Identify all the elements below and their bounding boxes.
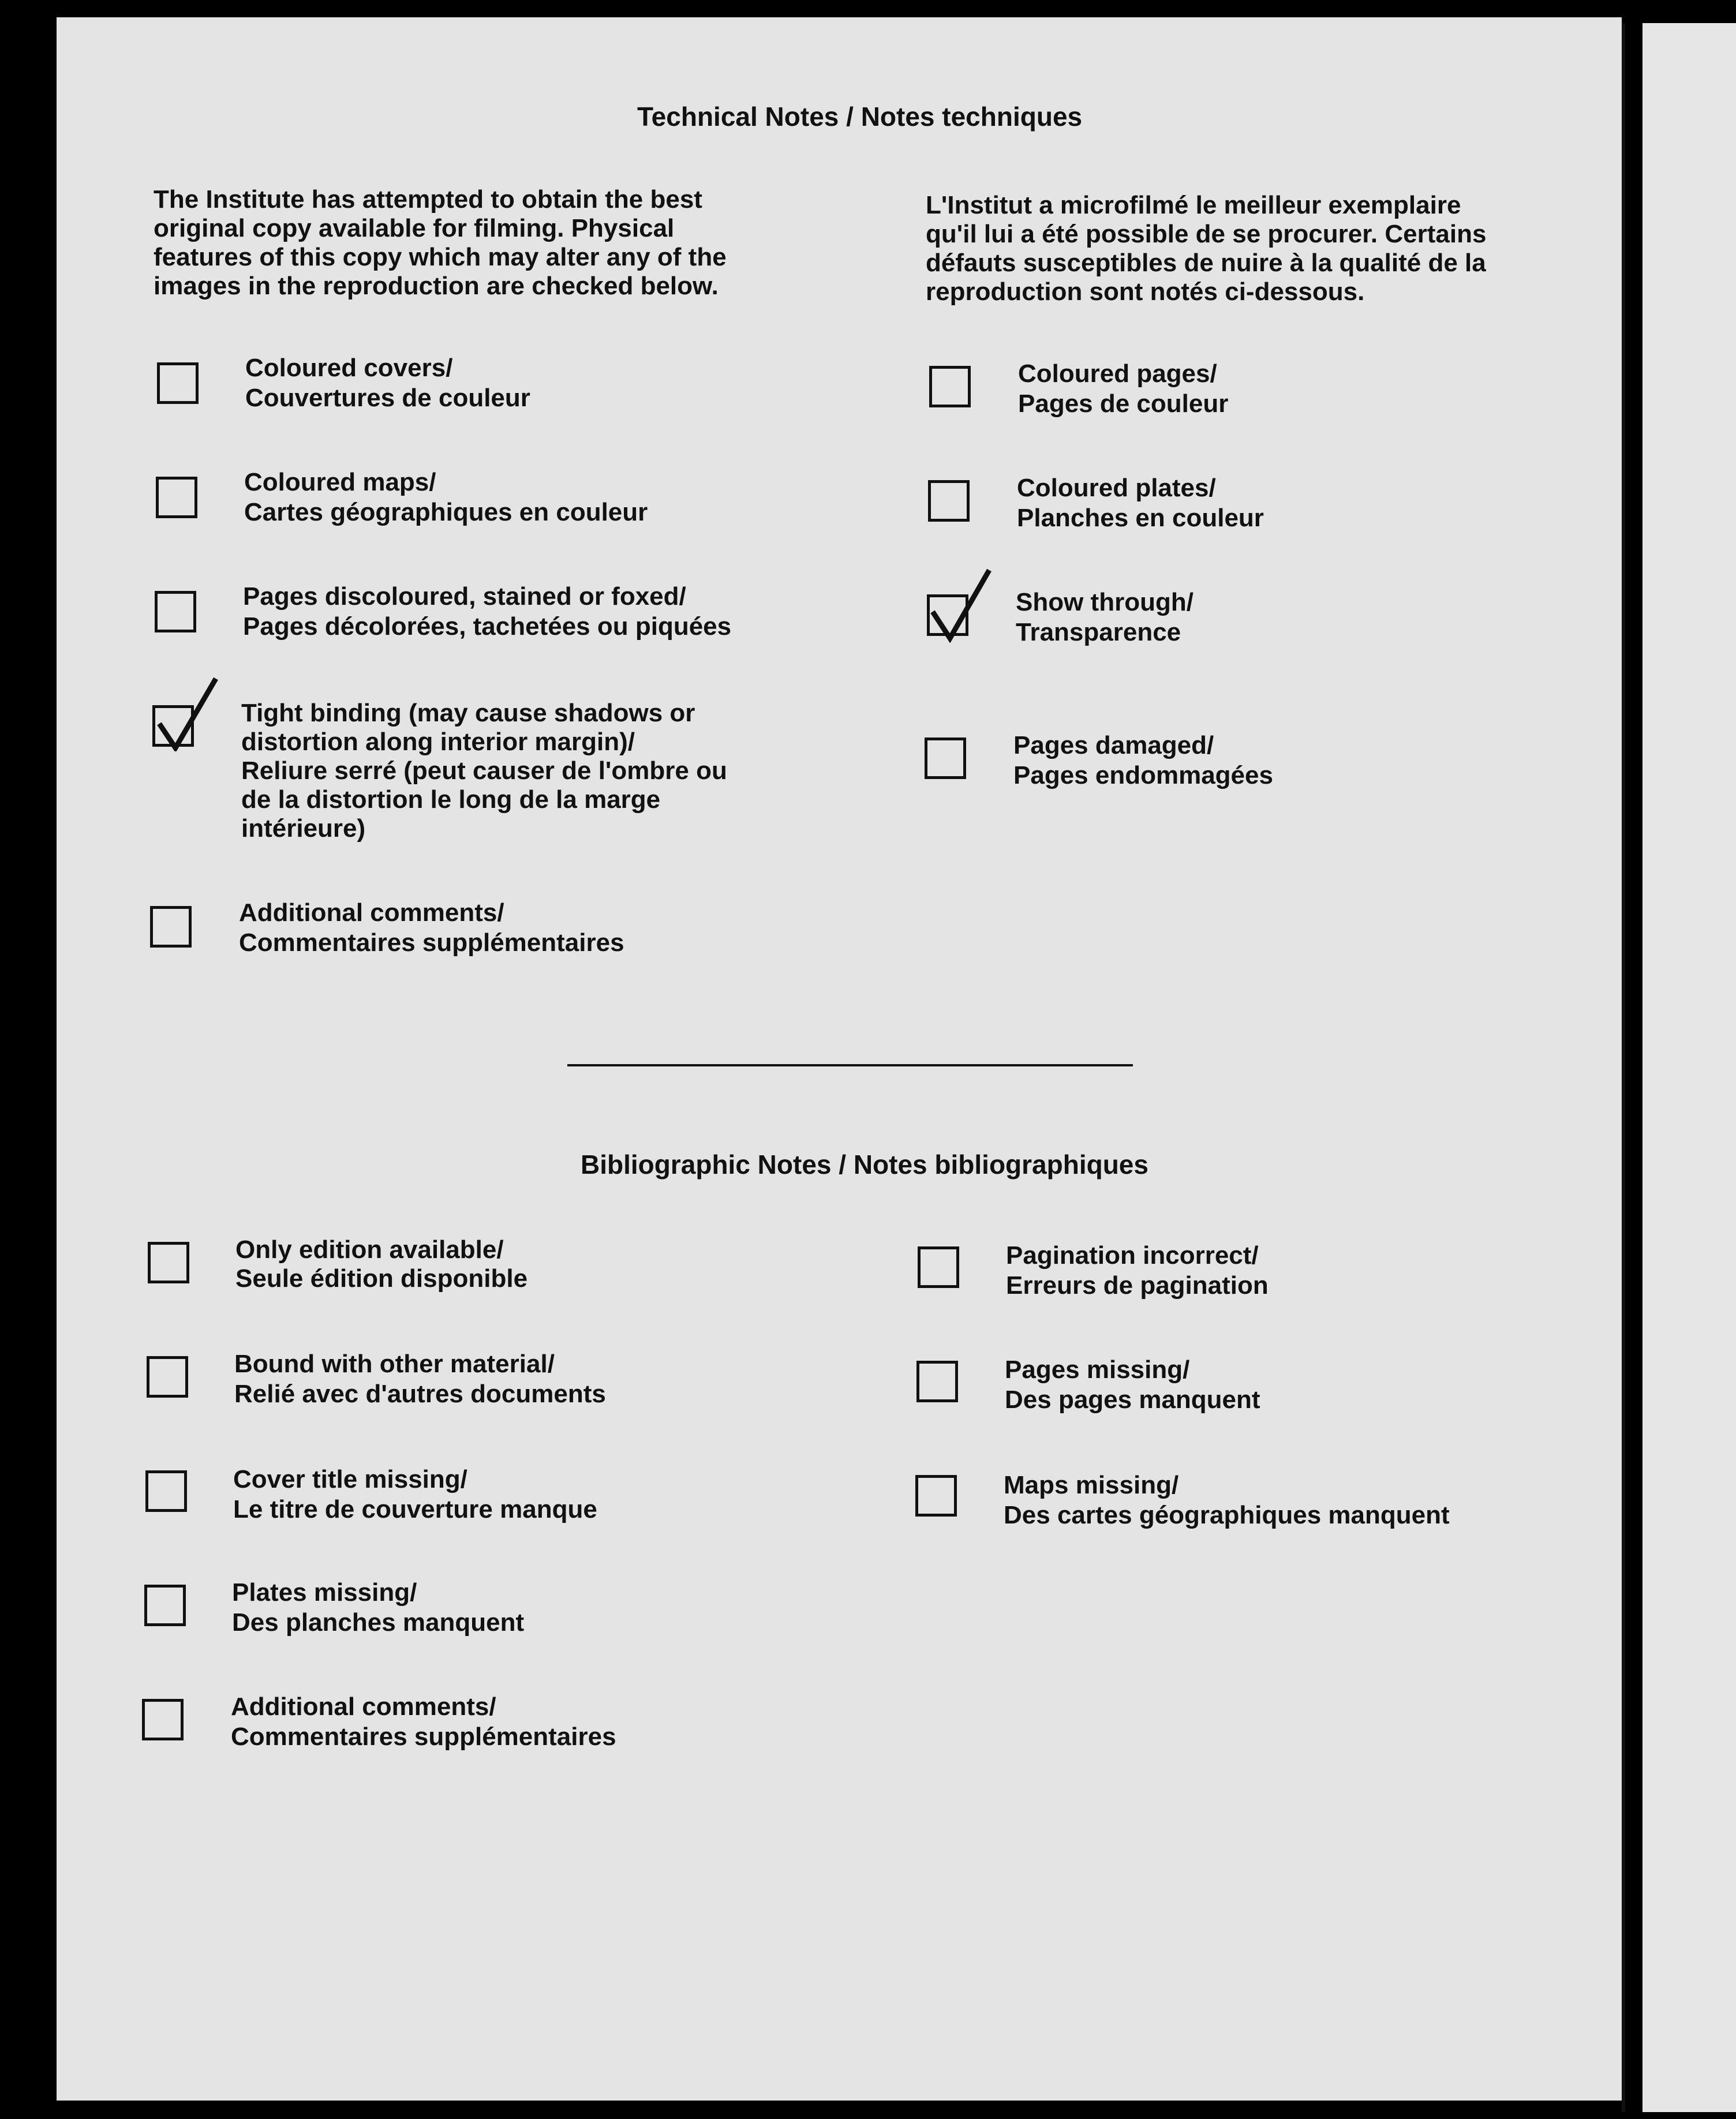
item-label: Bound with other material/ xyxy=(234,1350,555,1378)
checkbox-plates-missing[interactable] xyxy=(144,1585,186,1626)
checkbox-bib-additional-comments[interactable] xyxy=(142,1699,184,1740)
item-label: Plates missing/ xyxy=(232,1578,417,1607)
item-label: Pages endommagées xyxy=(1013,761,1273,789)
section-divider xyxy=(567,1064,1133,1066)
checkbox-coloured-pages[interactable] xyxy=(929,366,971,407)
item-label: Transparence xyxy=(1016,618,1181,646)
technical-notes-title: Technical Notes / Notes techniques xyxy=(637,102,1083,132)
checkbox-only-edition[interactable] xyxy=(148,1242,189,1283)
item-label: Pagination incorrect/ xyxy=(1006,1241,1259,1270)
checkbox-pages-damaged[interactable] xyxy=(925,737,966,779)
item-label: Reliure serré (peut causer de l'ombre ou xyxy=(241,757,727,785)
item-label: Commentaires supplémentaires xyxy=(239,929,624,957)
item-label: Cover title missing/ xyxy=(233,1465,467,1493)
checkbox-pagination-incorrect[interactable] xyxy=(918,1246,959,1288)
item-label: Additional comments/ xyxy=(239,898,504,927)
item-label: Additional comments/ xyxy=(231,1693,496,1721)
intro-en-line: The Institute has attempted to obtain the best xyxy=(154,185,702,214)
checkbox-coloured-covers[interactable] xyxy=(157,362,199,404)
intro-en-line: original copy available for filming. Physical xyxy=(154,214,675,242)
item-label: Cartes géographiques en couleur xyxy=(244,498,648,526)
item-label: Erreurs de pagination xyxy=(1006,1271,1269,1300)
intro-en-line: features of this copy which may alter any of the xyxy=(154,243,727,271)
item-label: Coloured covers/ xyxy=(245,354,453,382)
item-label: Pages de couleur xyxy=(1018,390,1229,418)
item-label: Coloured maps/ xyxy=(244,468,436,496)
checkbox-cover-title-missing[interactable] xyxy=(145,1470,187,1512)
item-label: Planches en couleur xyxy=(1017,504,1264,532)
intro-fr-line: défauts susceptibles de nuire à la qualité de la xyxy=(926,249,1486,277)
item-label: Le titre de couverture manque xyxy=(233,1495,597,1523)
intro-fr-line: qu'il lui a été possible de se procurer. Certains xyxy=(926,220,1487,248)
checkbox-coloured-maps[interactable] xyxy=(156,477,197,518)
checkbox-coloured-plates[interactable] xyxy=(928,480,970,522)
checkbox-pages-missing[interactable] xyxy=(916,1361,958,1402)
item-label: Pages damaged/ xyxy=(1013,731,1214,759)
item-label: de la distortion le long de la marge xyxy=(241,785,661,814)
adjacent-page-strip xyxy=(1643,23,1736,2112)
item-label: Commentaires supplémentaires xyxy=(231,1723,616,1751)
item-label: Only edition available/ xyxy=(235,1236,504,1264)
item-label: Des pages manquent xyxy=(1005,1386,1260,1414)
item-label: Pages missing/ xyxy=(1005,1356,1190,1384)
checkbox-maps-missing[interactable] xyxy=(915,1475,957,1517)
item-label: Pages décolorées, tachetées ou piquées xyxy=(243,612,732,641)
bibliographic-notes-title: Bibliographic Notes / Notes bibliographiques xyxy=(581,1150,1148,1180)
checkmark-icon xyxy=(156,676,219,751)
page-edge-line xyxy=(1622,23,1625,2112)
item-label: Show through/ xyxy=(1016,588,1194,616)
item-label: Coloured plates/ xyxy=(1017,474,1216,502)
document-page xyxy=(57,17,1622,2101)
item-label: Maps missing/ xyxy=(1004,1471,1179,1499)
item-label: Couvertures de couleur xyxy=(245,384,530,412)
item-label: Des cartes géographiques manquent xyxy=(1004,1501,1450,1529)
intro-en-line: images in the reproduction are checked below. xyxy=(154,272,719,300)
item-label: Pages discoloured, stained or foxed/ xyxy=(243,582,686,611)
intro-fr-line: reproduction sont notés ci-dessous. xyxy=(926,278,1365,306)
item-label: intérieure) xyxy=(241,814,366,843)
item-label: Relié avec d'autres documents xyxy=(234,1380,606,1408)
item-label: Seule édition disponible xyxy=(235,1264,528,1293)
item-label: distortion along interior margin)/ xyxy=(241,728,635,756)
checkbox-additional-comments[interactable] xyxy=(150,906,192,948)
item-label: Tight binding (may cause shadows or xyxy=(241,699,695,727)
item-label: Des planches manquent xyxy=(232,1608,525,1637)
checkbox-pages-discoloured[interactable] xyxy=(155,591,196,632)
intro-fr-line: L'Institut a microfilmé le meilleur exemplaire xyxy=(926,191,1461,219)
checkmark-icon xyxy=(929,568,993,643)
checkbox-bound-with[interactable] xyxy=(147,1356,188,1398)
item-label: Coloured pages/ xyxy=(1018,360,1217,388)
